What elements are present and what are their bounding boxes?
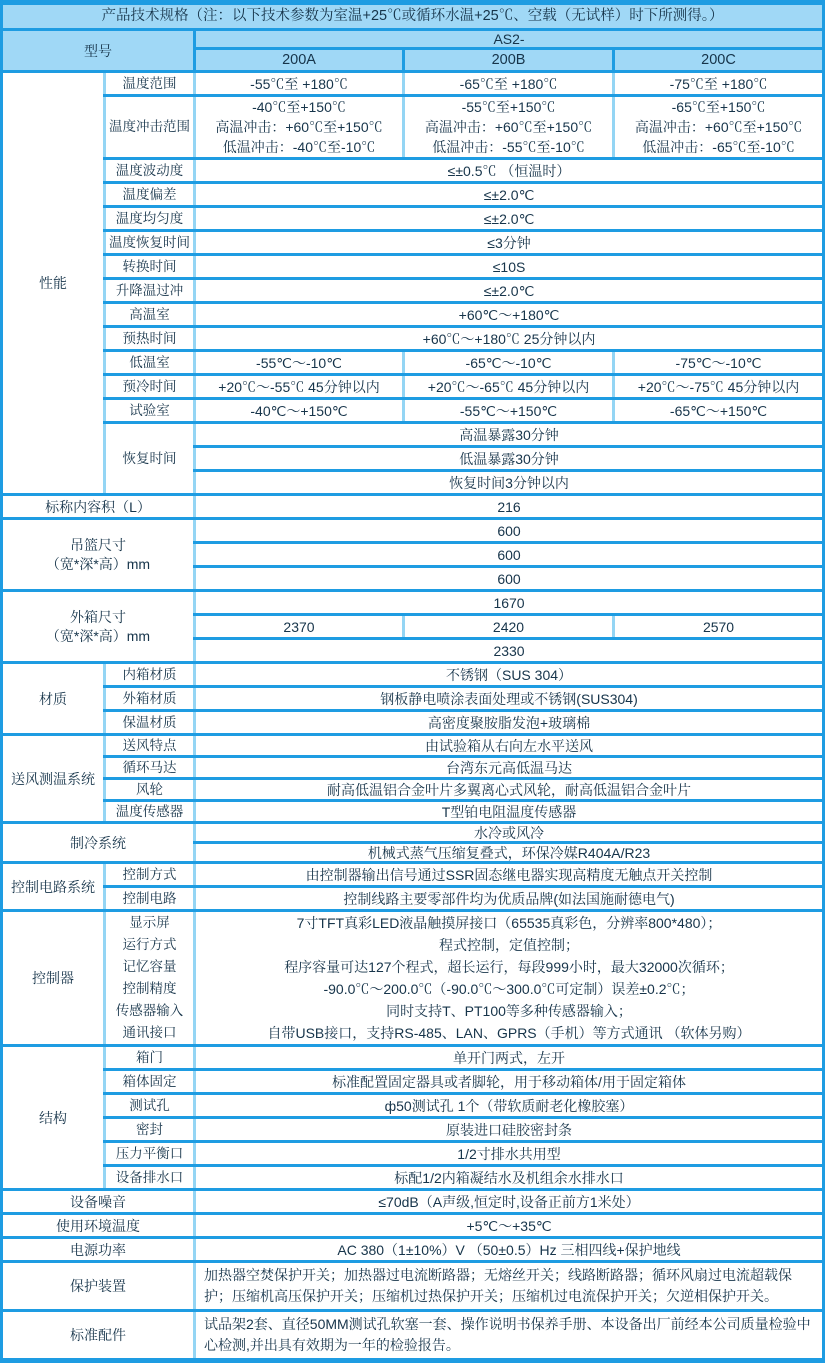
- label-airflow: 送风特点: [103, 736, 193, 755]
- refrigeration-row1: 水冷或风冷: [193, 824, 822, 841]
- cold-chamber-200b: -65℃～-10℃: [402, 352, 612, 373]
- shock-range-200a-line2: 高温冲击：+60℃至+150℃: [215, 119, 383, 135]
- shock-range-200a-line3: 低温冲击：-40℃至-10℃: [222, 139, 376, 155]
- label-comm-port: 通讯接口: [122, 1025, 177, 1040]
- volume-value: 216: [193, 496, 822, 517]
- fan-wheel-value: 耐高低温铝合金叶片多翼离心式风轮，耐高低温铝合金叶片: [193, 780, 822, 799]
- outer-material-value: 钢板静电喷涂表面处理或不锈钢(SUS304): [193, 688, 822, 709]
- precool-time-200a: +20℃～-55℃ 45分钟以内: [193, 376, 402, 397]
- model-column-200b: 200B: [402, 50, 612, 70]
- basket-depth: 600: [193, 544, 822, 565]
- precool-time-200b: +20℃～-65℃ 45分钟以内: [402, 376, 612, 397]
- label-overshoot: 升降温过冲: [103, 280, 193, 301]
- shock-range-200a: [193, 97, 402, 157]
- label-fan-wheel: 风轮: [103, 780, 193, 799]
- label-uniformity: 温度均匀度: [103, 208, 193, 229]
- hot-chamber-value: +60℃～+180℃: [193, 304, 822, 325]
- section-material: 材质: [3, 664, 103, 733]
- drain-port-value: 标配1/2内箱凝结水及机组余水排水口: [193, 1167, 822, 1188]
- restore-row3: 恢复时间3分钟以内: [193, 472, 822, 493]
- test-hole-value: ф50测试孔 1个（带软质耐老化橡胶塞）: [193, 1095, 822, 1116]
- cabinet-size-label: 外箱尺寸: [70, 608, 126, 625]
- seal-value: 原装进口硅胶密封条: [193, 1119, 822, 1140]
- shock-range-200c-line2: 高温冲击：+60℃至+150℃: [634, 119, 803, 135]
- shock-range-200b: [402, 97, 612, 157]
- test-chamber-200c: -65℃～+150℃: [612, 400, 822, 421]
- model-label: 型号: [3, 31, 193, 70]
- controller-labels: [103, 912, 193, 1044]
- control-circuit-value: 控制线路主要零部件均为优质品牌(如法国施耐德电气): [193, 888, 822, 909]
- ambient-temp-value: +5℃～+35℃: [193, 1215, 822, 1236]
- label-hot-chamber: 高温室: [103, 304, 193, 325]
- label-cabinet-size: [3, 592, 193, 661]
- label-control-accuracy: 控制精度: [122, 981, 177, 996]
- section-performance: 性能: [3, 73, 103, 493]
- label-control-circuit: 控制电路: [103, 888, 193, 909]
- fluctuation-value: ≤±0.5℃ （恒温时）: [193, 160, 822, 181]
- label-protection: 保护装置: [3, 1263, 193, 1309]
- shock-range-200b-line3: 低温冲击：-55℃至-10℃: [432, 139, 585, 155]
- noise-value: ≤70dB（A声级,恒定时,设备正前方1米处）: [193, 1191, 822, 1212]
- label-deviation: 温度偏差: [103, 184, 193, 205]
- basket-size-label: 吊篮尺寸: [70, 536, 126, 553]
- label-seal: 密封: [103, 1119, 193, 1140]
- shock-range-200c-line3: 低温冲击：-65℃至-10℃: [642, 139, 795, 155]
- uniformity-value: ≤±2.0℃: [193, 208, 822, 229]
- section-air-system: 送风测温系统: [3, 736, 103, 821]
- controller-values: [193, 912, 822, 1044]
- section-control-circuit: 控制电路系统: [3, 864, 103, 909]
- protection-value: 加热器空焚保护开关；加热器过电流断路器；无熔丝开关；线路断路器；循环风扇过电流超载保护；压缩机高压保护开关；压缩机过热保护开关；压缩机过电流保护开关；欠逆相保护开关。: [193, 1263, 822, 1309]
- label-sensor-input: 传感器输入: [115, 1003, 184, 1018]
- label-memory-capacity: 记忆容量: [122, 959, 177, 974]
- section-structure: 结构: [3, 1047, 103, 1188]
- controller-comm-value: 自带USB接口，支持RS-485、LAN、GPRS（手机）等方式通讯 （软体另购）: [267, 1025, 751, 1041]
- cabinet-fixing-value: 标准配置固定器具或者脚轮，用于移动箱体/用于固定箱体: [193, 1071, 822, 1092]
- label-temp-range: 温度范围: [103, 73, 193, 94]
- cabinet-depth-200c: 2570: [612, 616, 822, 637]
- label-restore-time: 恢复时间: [103, 424, 193, 493]
- label-temp-recovery-time: 温度恢复时间: [103, 232, 193, 253]
- precool-time-200c: +20℃～-75℃ 45分钟以内: [612, 376, 822, 397]
- cabinet-width: 1670: [193, 592, 822, 613]
- page-title: 产品技术规格（注：以下技术参数为室温+25℃或循环水温+25℃、空载（无试样）时下所测得。）: [3, 5, 822, 28]
- cabinet-depth-200a: 2370: [193, 616, 402, 637]
- shock-range-200c-line1: -65℃至+150℃: [671, 99, 766, 115]
- cold-chamber-200c: -75℃～-10℃: [612, 352, 822, 373]
- test-chamber-200a: -40℃～+150℃: [193, 400, 402, 421]
- section-refrigeration: 制冷系统: [3, 824, 193, 861]
- controller-run-mode-value: 程式控制，定值控制；: [439, 937, 580, 953]
- label-cold-chamber: 低温室: [103, 352, 193, 373]
- label-temp-sensor: 温度传感器: [103, 802, 193, 821]
- label-volume: 标称内容积（L）: [3, 496, 193, 517]
- label-accessories: 标准配件: [3, 1312, 193, 1358]
- label-noise: 设备噪音: [3, 1191, 193, 1212]
- insulation-material-value: 高密度聚胺脂发泡+玻璃棉: [193, 712, 822, 733]
- temp-recovery-time-value: ≤3分钟: [193, 232, 822, 253]
- controller-accuracy-value: -90.0℃～200.0℃（-90.0℃～300.0℃可定制）误差±0.2℃；: [323, 981, 695, 997]
- pressure-balance-port-value: 1/2寸排水共用型: [193, 1143, 822, 1164]
- label-outer-material: 外箱材质: [103, 688, 193, 709]
- model-column-200a: 200A: [193, 50, 402, 70]
- label-drain-port: 设备排水口: [103, 1167, 193, 1188]
- label-fluctuation: 温度波动度: [103, 160, 193, 181]
- refrigeration-row2: 机械式蒸气压缩复叠式，环保冷媒R404A/R23: [193, 844, 822, 861]
- preheat-time-value: +60℃～+180℃ 25分钟以内: [193, 328, 822, 349]
- airflow-value: 由试验箱从右向左水平送风: [193, 736, 822, 755]
- overshoot-value: ≤±2.0℃: [193, 280, 822, 301]
- shock-range-200b-line2: 高温冲击：+60℃至+150℃: [424, 119, 593, 135]
- control-method-value: 由控制器输出信号通过SSR固态继电器实现高精度无触点开关控制: [193, 864, 822, 885]
- test-chamber-200b: -55℃～+150℃: [402, 400, 612, 421]
- power-value: AC 380（1±10%）V （50±0.5）Hz 三相四线+保护地线: [193, 1239, 822, 1260]
- restore-row1: 高温暴露30分钟: [193, 424, 822, 445]
- label-power: 电源功率: [3, 1239, 193, 1260]
- restore-row2: 低温暴露30分钟: [193, 448, 822, 469]
- label-ambient-temp: 使用环境温度: [3, 1215, 193, 1236]
- label-test-chamber: 试验室: [103, 400, 193, 421]
- label-insulation-material: 保温材质: [103, 712, 193, 733]
- shock-range-200b-line1: -55℃至+150℃: [461, 99, 556, 115]
- label-door: 箱门: [103, 1047, 193, 1068]
- basket-width: 600: [193, 520, 822, 541]
- door-value: 单开门两式，左开: [193, 1047, 822, 1068]
- deviation-value: ≤±2.0℃: [193, 184, 822, 205]
- controller-display-value: 7寸TFT真彩LED液晶触摸屏接口（65535真彩色，分辨率800*480）；: [296, 915, 722, 931]
- controller-sensor-value: 同时支持T、PT100等多种传感器输入；: [386, 1003, 632, 1019]
- model-column-200c: 200C: [612, 50, 822, 70]
- cabinet-size-sublabel: （宽*深*高）mm: [45, 627, 151, 644]
- cabinet-height: 2330: [193, 640, 822, 661]
- label-inner-material: 内箱材质: [103, 664, 193, 685]
- basket-size-sublabel: （宽*深*高）mm: [45, 555, 151, 572]
- label-basket-size: [3, 520, 193, 589]
- series-label: AS2-: [193, 31, 822, 47]
- temp-sensor-value: T型铂电阻温度传感器: [193, 802, 822, 821]
- accessories-value: 试品架2套、直径50MM测试孔软塞一套、操作说明书保养手册、本设备出厂前经本公司质量检验中心检测,并出具有效期为一年的检验报告。: [193, 1312, 822, 1358]
- shock-range-200c: [612, 97, 822, 157]
- shock-range-200a-line1: -40℃至+150℃: [252, 99, 346, 115]
- label-preheat-time: 预热时间: [103, 328, 193, 349]
- cold-chamber-200a: -55℃～-10℃: [193, 352, 402, 373]
- basket-height: 600: [193, 568, 822, 589]
- label-cabinet-fixing: 箱体固定: [103, 1071, 193, 1092]
- section-controller: 控制器: [3, 912, 103, 1044]
- label-display: 显示屏: [129, 915, 170, 930]
- controller-memory-value: 程序容量可达127个程式，超长运行，每段999小时，最大32000次循环；: [284, 959, 734, 975]
- label-run-mode: 运行方式: [122, 937, 177, 952]
- label-precool-time: 预冷时间: [103, 376, 193, 397]
- label-test-hole: 测试孔: [103, 1095, 193, 1116]
- label-pressure-balance-port: 压力平衡口: [103, 1143, 193, 1164]
- switch-time-value: ≤10S: [193, 256, 822, 277]
- temp-range-200a: -55℃至 +180℃: [193, 73, 402, 94]
- label-circulation-motor: 循环马达: [103, 758, 193, 777]
- inner-material-value: 不锈钢（SUS 304）: [193, 664, 822, 685]
- label-control-method: 控制方式: [103, 864, 193, 885]
- label-shock-range: 温度冲击范围: [103, 97, 193, 157]
- cabinet-depth-200b: 2420: [402, 616, 612, 637]
- temp-range-200b: -65℃至 +180℃: [402, 73, 612, 94]
- label-switch-time: 转换时间: [103, 256, 193, 277]
- circulation-motor-value: 台湾东元高低温马达: [193, 758, 822, 777]
- temp-range-200c: -75℃至 +180℃: [612, 73, 822, 94]
